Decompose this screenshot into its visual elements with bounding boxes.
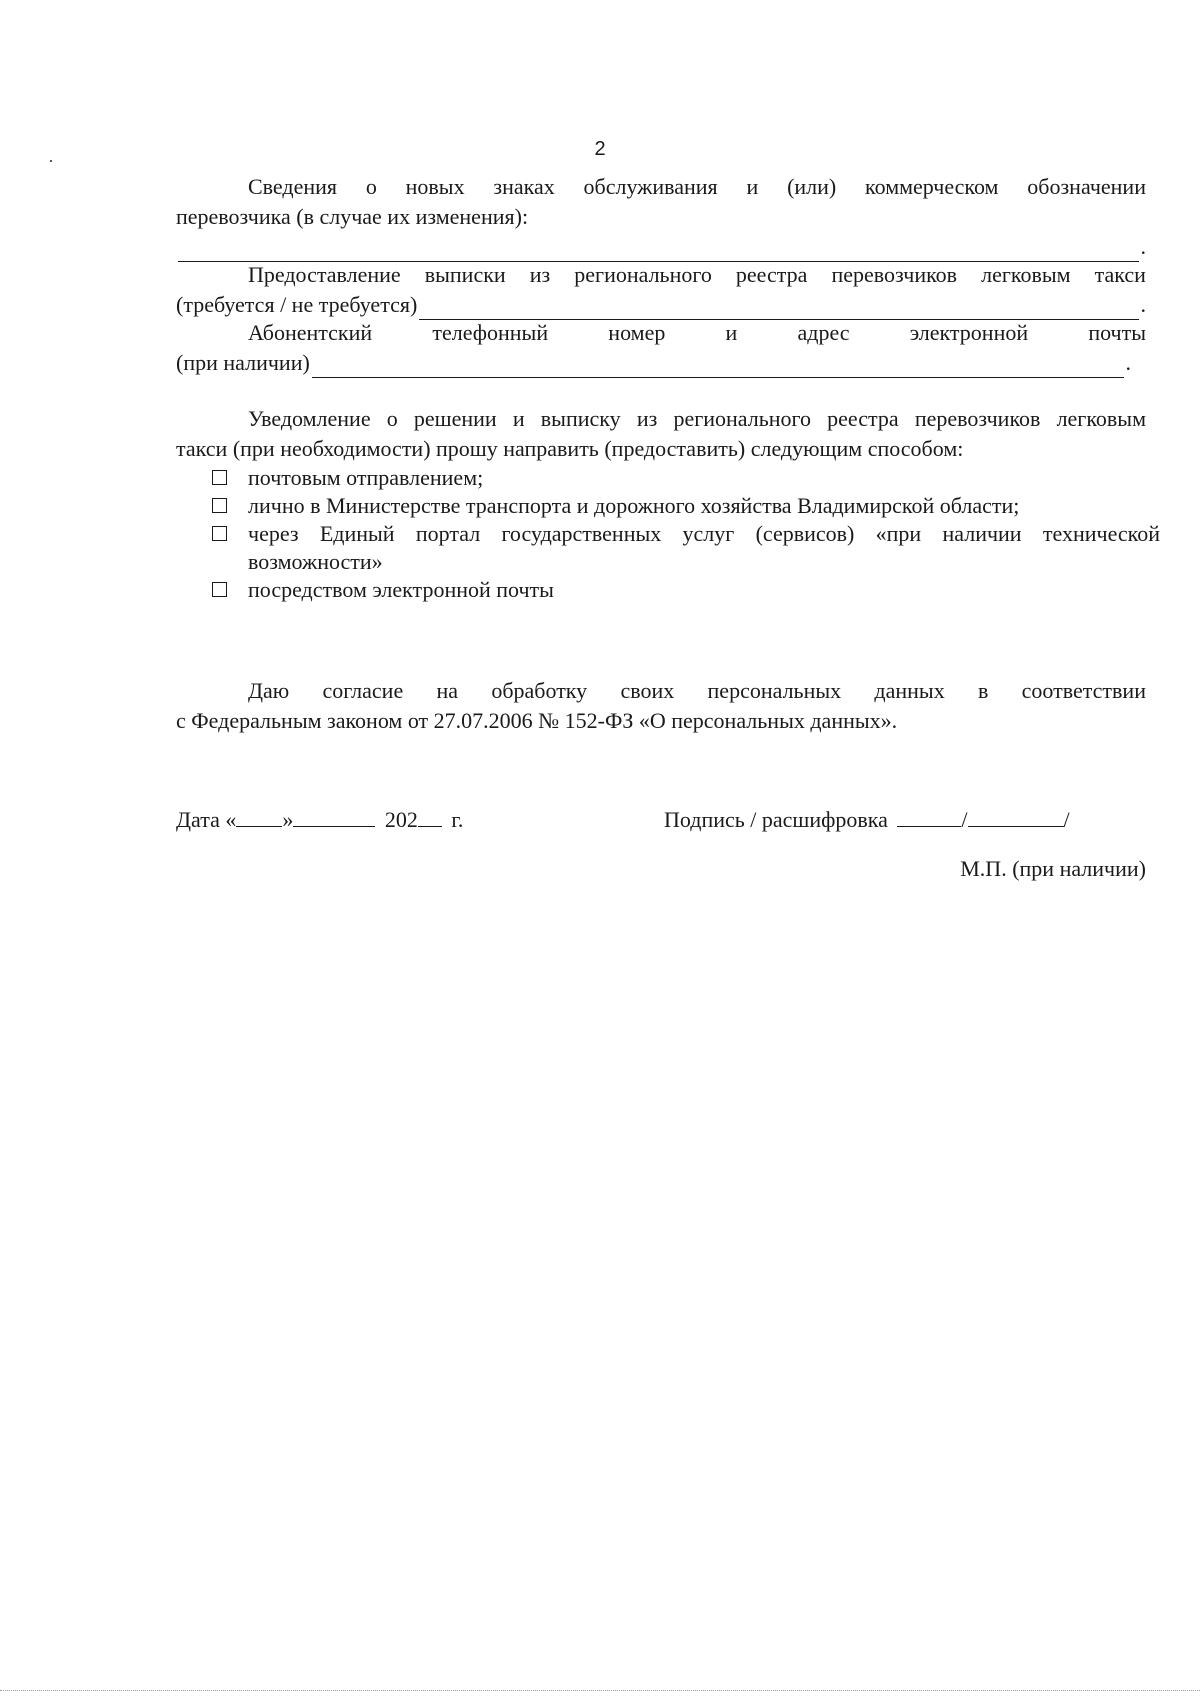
signature-blank[interactable] <box>897 806 961 827</box>
word: в <box>978 678 989 703</box>
option-in-person-label: лично в Министерстве транспорта и дорожного хозяйства Владимирской области; <box>248 493 1020 518</box>
service-marks-line2: перевозчика (в случае их изменения): <box>176 204 529 229</box>
word: почты <box>1088 320 1146 345</box>
word: о <box>365 174 377 199</box>
word: (или) <box>787 174 837 199</box>
word: такси <box>1094 262 1146 287</box>
contact-input-line[interactable] <box>312 355 1124 378</box>
word: и <box>512 406 525 431</box>
option-portal-label: через Единый портал государственных услуг (сервисов) «при наличии технической <box>248 521 1160 546</box>
signature-field[interactable]: Подпись / расшифровка / / <box>664 807 1070 832</box>
service-marks-line1 <box>176 172 1146 202</box>
date-month-blank[interactable] <box>293 806 375 827</box>
option-email-label: посредством электронной почты <box>248 577 554 602</box>
contact-line1 <box>176 318 1146 348</box>
option-portal-label-cont: возможности» <box>248 549 383 574</box>
word: новых <box>405 174 465 199</box>
option-mail-label: почтовым отправлением; <box>248 465 484 490</box>
consent-line1 <box>176 676 1146 706</box>
date-day-blank[interactable] <box>236 806 282 827</box>
word: выписки <box>424 262 506 287</box>
delivery-line1 <box>176 404 1146 434</box>
word: данных <box>874 678 945 703</box>
word: Уведомление <box>248 406 371 431</box>
contact-line2[interactable]: (при наличии) . <box>176 348 1131 378</box>
extract-option-label: (требуется / не требуется) <box>176 292 418 317</box>
word: телефонный <box>432 320 549 345</box>
word: соответствии <box>1021 678 1146 703</box>
word: адрес <box>797 320 850 345</box>
word: знаках <box>493 174 555 199</box>
word: персональных <box>707 678 842 703</box>
scan-edge <box>0 1690 1200 1691</box>
word: Предоставление <box>248 262 401 287</box>
word: обработку <box>491 678 588 703</box>
delivery-option-in-person[interactable] <box>212 492 1160 520</box>
consent-line2: с Федеральным законом от 27.07.2006 № 152-ФЗ «О персональных данных». <box>176 708 898 733</box>
word: коммерческом <box>865 174 999 199</box>
word: реестра <box>827 406 899 431</box>
word: легковым <box>1056 406 1146 431</box>
word: и <box>725 320 738 345</box>
delivery-option-portal[interactable] <box>212 520 1160 576</box>
word: обслуживания <box>583 174 718 199</box>
service-marks-blank[interactable]: . <box>176 232 1146 262</box>
stamp-note: М.П. (при наличии) <box>960 856 1146 881</box>
word: из <box>529 262 551 287</box>
contact-label: (при наличии) <box>176 350 310 375</box>
word: на <box>436 678 459 703</box>
checkbox-mail[interactable] <box>212 470 227 485</box>
word: согласие <box>322 678 404 703</box>
word: реестра <box>735 262 808 287</box>
signature-name-blank[interactable] <box>968 806 1064 827</box>
word: Сведения <box>248 174 338 199</box>
word: легковым <box>981 262 1071 287</box>
year-suffix: г. <box>451 807 464 832</box>
word: перевозчиков <box>914 406 1041 431</box>
delivery-option-mail[interactable] <box>212 464 1160 492</box>
signature-label: Подпись / расшифровка <box>664 807 888 832</box>
word: обозначении <box>1027 174 1146 199</box>
delivery-option-email[interactable] <box>212 576 1160 604</box>
word: перевозчиков <box>831 262 958 287</box>
word: номер <box>608 320 666 345</box>
service-marks-input-line[interactable] <box>178 239 1139 262</box>
word: Абонентский <box>248 320 373 345</box>
word: из <box>636 406 658 431</box>
extract-input-line[interactable] <box>419 297 1138 320</box>
extract-line2[interactable]: (требуется / не требуется) . <box>176 290 1146 320</box>
extract-line1 <box>176 260 1146 290</box>
word: регионального <box>574 262 712 287</box>
word: выписку <box>540 406 621 431</box>
word: о <box>386 406 398 431</box>
year-blank[interactable] <box>418 806 442 827</box>
delivery-line2: такси (при необходимости) прошу направить (предоставить) следующим способом: <box>176 436 964 461</box>
year-prefix: 202 <box>384 807 418 832</box>
date-label: Дата « <box>176 807 237 832</box>
page-number: 2 <box>594 138 606 160</box>
word: Даю <box>248 678 290 703</box>
checkbox-portal[interactable] <box>212 526 227 541</box>
word: электронной <box>909 320 1029 345</box>
checkbox-email[interactable] <box>212 582 227 597</box>
word: своих <box>620 678 675 703</box>
checkbox-in-person[interactable] <box>212 498 227 513</box>
date-field[interactable]: Дата « » 202 г. <box>176 807 464 832</box>
word: регионального <box>673 406 811 431</box>
word: решении <box>413 406 497 431</box>
word: и <box>746 174 759 199</box>
